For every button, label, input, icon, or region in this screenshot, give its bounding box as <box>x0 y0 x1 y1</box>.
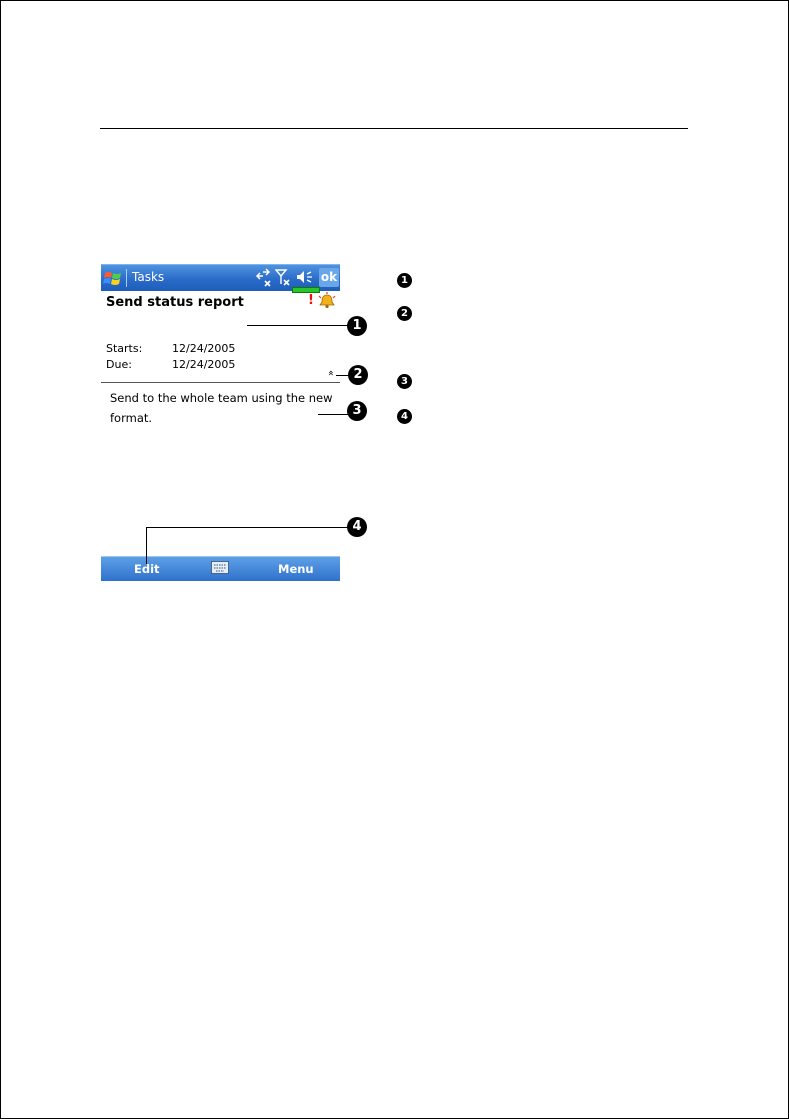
priority-icon: ! <box>308 293 314 308</box>
details-divider <box>101 382 340 383</box>
due-value: 12/24/2005 <box>172 358 236 371</box>
callout-line-1 <box>247 325 347 326</box>
header-rule <box>100 128 688 129</box>
title-separator <box>126 269 127 287</box>
callout-number-1: 1 <box>347 316 367 336</box>
callout-number-3: 3 <box>347 401 367 421</box>
legend-number-3: 3 <box>397 374 412 389</box>
callout-line-3 <box>318 414 348 415</box>
notes-text[interactable]: Send to the whole team using the new format. <box>110 391 333 425</box>
keyboard-icon[interactable] <box>211 561 229 575</box>
signal-icon[interactable] <box>275 268 291 288</box>
title-bar <box>101 264 340 291</box>
callout-number-2: 2 <box>348 365 368 385</box>
callout-vline-4 <box>146 527 147 564</box>
menu-bar <box>101 556 340 581</box>
app-title: Tasks <box>132 270 165 284</box>
legend-number-1: 1 <box>397 273 412 288</box>
connectivity-icon[interactable] <box>255 268 273 288</box>
due-label: Due: <box>106 358 132 371</box>
collapse-details-icon[interactable]: « <box>325 369 337 377</box>
task-title: Send status report <box>106 295 244 310</box>
starts-label: Starts: <box>106 342 143 355</box>
callout-line-2 <box>336 375 348 376</box>
ok-button[interactable]: ok <box>319 268 339 287</box>
callout-number-4: 4 <box>347 517 367 537</box>
pocket-pc-screen <box>101 264 340 581</box>
menu-button[interactable]: Menu <box>278 562 314 576</box>
starts-value: 12/24/2005 <box>172 342 236 355</box>
battery-indicator <box>292 287 320 293</box>
callout-line-4 <box>146 527 348 528</box>
windows-start-flag-icon[interactable] <box>103 268 123 288</box>
volume-icon[interactable] <box>295 268 315 288</box>
legend-number-2: 2 <box>397 306 412 321</box>
reminder-bell-icon <box>318 292 336 310</box>
legend-number-4: 4 <box>397 409 412 424</box>
edit-menu-button[interactable]: Edit <box>134 562 160 576</box>
